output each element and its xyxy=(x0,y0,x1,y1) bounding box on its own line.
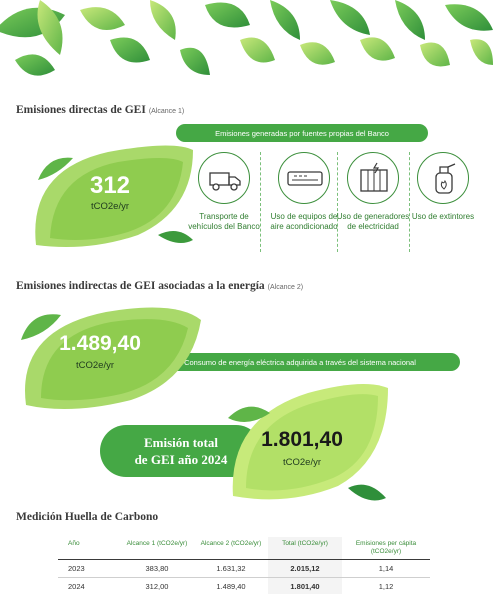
column-header: Año xyxy=(58,537,120,560)
column-header: Emisiones per cápita (tCO2e/yr) xyxy=(342,537,430,560)
source-extinguishers xyxy=(417,152,469,204)
scope1-value: 312 xyxy=(89,172,131,199)
table-cell: 2024 xyxy=(58,578,120,594)
table-cell: 1.489,40 xyxy=(194,578,268,594)
table-cell: 1,12 xyxy=(342,578,430,594)
column-header: Alcance 2 (tCO2e/yr) xyxy=(194,537,268,560)
source-label: Uso de equipos de aire acondicionado xyxy=(270,212,338,231)
source-label: Uso de extintores xyxy=(411,212,475,221)
table-row xyxy=(58,578,430,594)
carbon-footprint-table xyxy=(58,537,430,594)
table-cell: 2023 xyxy=(58,560,120,578)
column-header: Total (tCO2e/yr) xyxy=(268,537,342,560)
scope2-subtitle: (Alcance 2) xyxy=(267,284,304,291)
total-label-line1: Emisión total xyxy=(143,435,219,450)
column-header: Alcance 1 (tCO2e/yr) xyxy=(120,537,194,560)
air-conditioner-icon xyxy=(279,153,331,205)
total-value: 1.801,40 xyxy=(261,428,343,451)
table-cell: 1.631,32 xyxy=(194,560,268,578)
total-label-line2: de GEI año 2024 xyxy=(134,452,228,467)
leaf-icon xyxy=(0,0,493,76)
source-transport xyxy=(198,152,250,204)
scope2-leaf-icon xyxy=(16,300,206,415)
scope2-unit: tCO2e/yr xyxy=(75,360,114,371)
source-air-conditioning xyxy=(278,152,330,204)
scope1-banner-text: Emisiones generadas por fuentes propias del Banco xyxy=(215,128,389,138)
table-cell: 312,00 xyxy=(120,578,194,594)
leaf-banner-decoration xyxy=(0,0,493,92)
scope2-value: 1.489,40 xyxy=(59,332,141,355)
table-cell: 2.015,12 xyxy=(268,560,342,578)
scope2-banner-text: Consumo de energía eléctrica adquirida a través del sistema nacional xyxy=(184,357,416,367)
source-label: Uso de generadores de electricidad xyxy=(336,212,410,231)
source-generators xyxy=(347,152,399,204)
divider xyxy=(337,152,338,252)
scope2-title-text: Emisiones indirectas de GEI asociadas a la energía xyxy=(16,280,265,292)
fire-extinguisher-icon xyxy=(418,153,470,205)
scope1-subtitle: (Alcance 1) xyxy=(148,108,185,115)
table-title: Medición Huella de Carbono xyxy=(16,511,159,523)
scope2-title xyxy=(16,280,303,292)
table-header-row xyxy=(58,537,430,560)
truck-icon xyxy=(199,153,251,205)
source-label: Transporte de vehículos del Banco xyxy=(188,212,260,231)
table-cell: 383,80 xyxy=(120,560,194,578)
table-cell: 1.801,40 xyxy=(268,578,342,594)
generator-icon xyxy=(348,153,400,205)
total-unit: tCO2e/yr xyxy=(282,457,321,468)
scope1-title-text: Emisiones directas de GEI xyxy=(16,104,146,116)
divider xyxy=(409,152,410,252)
divider xyxy=(260,152,261,252)
scope1-unit: tCO2e/yr xyxy=(90,201,129,212)
scope1-banner xyxy=(176,124,428,142)
table-cell: 1,14 xyxy=(342,560,430,578)
scope1-title xyxy=(16,104,184,116)
table-row xyxy=(58,560,430,578)
